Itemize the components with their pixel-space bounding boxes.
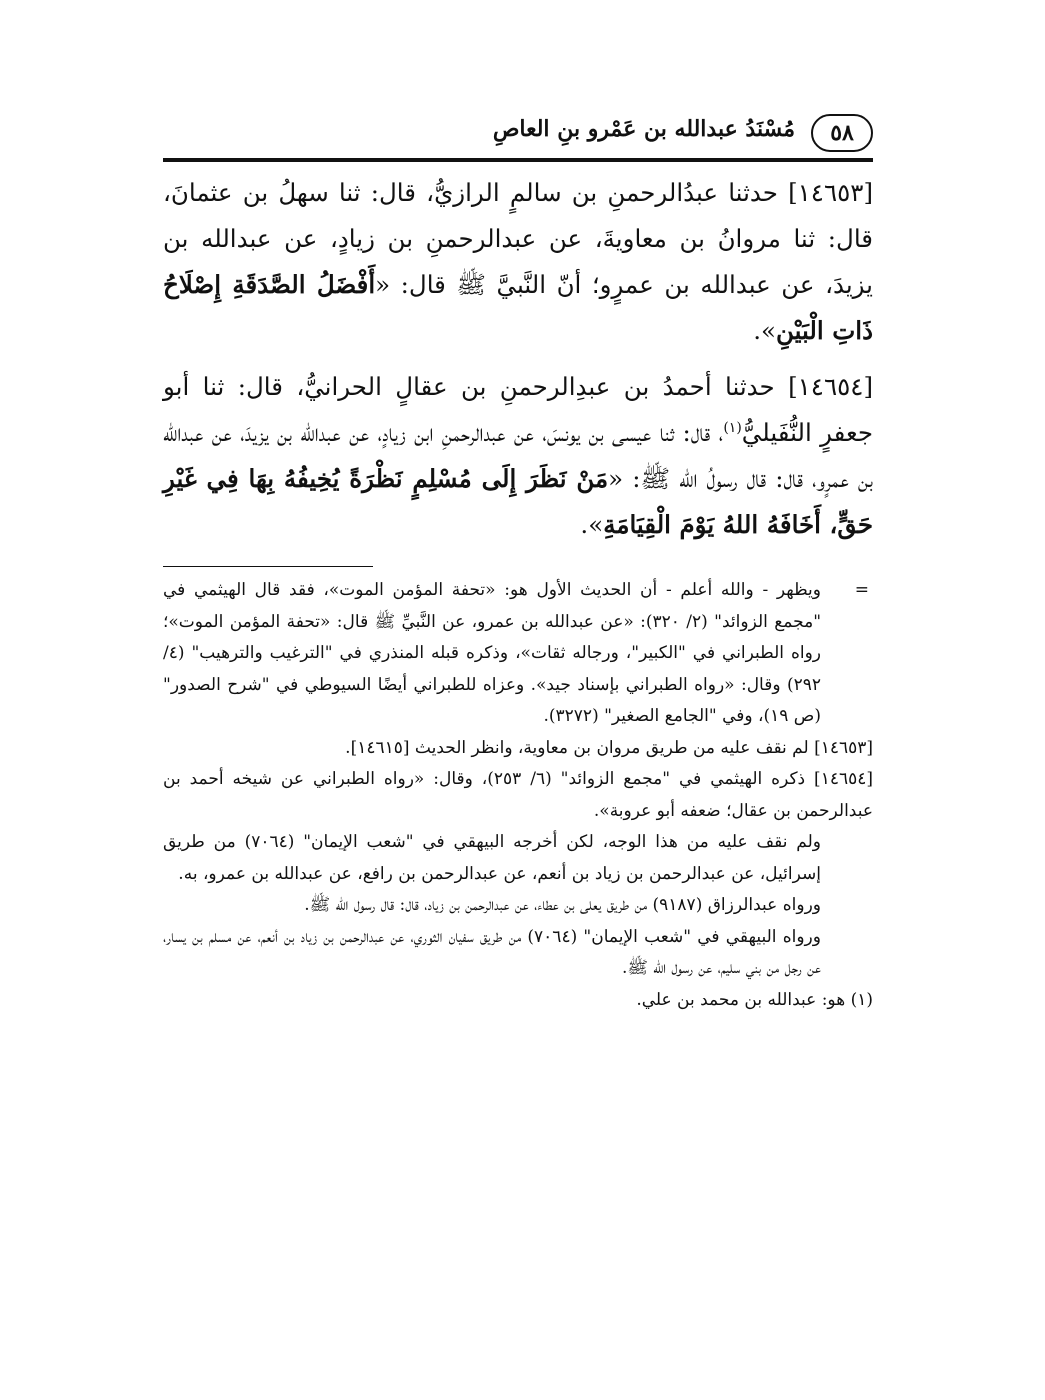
hadith-14654 [163, 364, 873, 548]
header-title: مُسْنَدُ عبدالله بن عَمْرو بنِ العاصِ [492, 116, 795, 142]
running-header [163, 108, 873, 158]
footnote-1: (١) هو: عبدالله بن محمد بن علي. [636, 989, 873, 1010]
footnote-continuation [163, 575, 873, 733]
hadith-14653 [163, 170, 873, 354]
hadith-text: [١٤٦٥٤] حدثنا أحمدُ بن عبدِالرحمنِ بن عقالٍ الحرانيُّ، قال: ثنا أبو جعفرٍ النُّفَيليُّ [163, 372, 873, 447]
hadith-text: ». [580, 510, 604, 539]
footnote-ref[interactable]: (١) [723, 419, 742, 436]
footnote-14654: [١٤٦٥٤] ذكره الهيثمي في "مجمع الزوائد" (٦/ ٢٥٣)، وقال: «رواه الطبراني عن شيخه أحمد بن عبدالرحمن بن عقال؛ ضعفه أبو عروبة». [163, 769, 873, 821]
hadith-text: [١٤٦٥٣] حدثنا عبدُالرحمنِ بن سالمٍ الرازيُّ، قال: ثنا سهلُ بن عثمانَ، قال: ثنا مروانُ بن معاويةَ، عن عبدالرحمنِ بن زيادٍ، عن عبدالله بن يزيدَ، عن عبدالله بن عمرٍو؛ أنّ النَّبيَّ ﷺ قال: « [163, 178, 873, 299]
footnote-14654-c: ورواه عبدالرزاق (٩١٨٧) من طريق يعلى بن عطاء، عن عبدالرحمن بن زياد، قال: قال رسول الله ﷺ. [304, 895, 821, 915]
footnote-14654-b: ولم نقف عليه من هذا الوجه، لكن أخرجه البيهقي في "شعب الإيمان" (٧٠٦٤) من طريق إسرائيل، عن عبدالرحمن بن زياد بن أنعم، عن عبدالرحمن بن رافع، عن عبدالله بن عمرو، به. [163, 832, 821, 884]
main-text [163, 162, 873, 548]
hadith-matn: مَنْ نَظَرَ إِلَى مُسْلِمٍ نَظْرَةً يُخِيفُهُ بِهَا فِي غَيْرِ حَقٍّ، أَخَافَهُ اللهُ يَوْمَ الْقِيَامَةِ [163, 464, 873, 539]
footnote-14653: [١٤٦٥٣] لم نقف عليه من طريق مروان بن معاوية، وانظر الحديث [١٤٦١٥]. [345, 737, 873, 758]
hadith-text: ». [753, 316, 776, 345]
footnote-14654-d: ورواه البيهقي في "شعب الإيمان" (٧٠٦٤) من طريق سفيان الثوري، عن عبدالرحمن بن زياد بن أنعم، عن مسلم بن يسار، عن رجل من بني سليم، عن رسول الله ﷺ. [163, 926, 821, 978]
footnote-separator [163, 566, 373, 567]
hadith-matn: أَفْضَلُ الصَّدَقَةِ إِصْلَاحُ ذَاتِ الْبَيْنِ [163, 270, 873, 345]
page [163, 108, 873, 1016]
page-number: ٥٨ [811, 114, 873, 152]
footnote-text: ويظهر - والله أعلم - أن الحديث الأول هو: «تحفة المؤمن الموت»، فقد قال الهيثمي في "مجمع الزوائد" (٢/ ٣٢٠): «عن عبدالله بن عمرو، عن النَّبيِّ ﷺ قال: «تحفة المؤمن الموت»؛ رواه الطبراني في "الكبير"، ورجاله ثقات»، وذكره قبله المنذري في "الترغيب والترهيب" (٤/ ٢٩٢) وقال: «رواه الطبراني بإسناد جيد». وعزاه للطبراني أيضًا السيوطي في "شرح الصدور" (ص ١٩)، وفي "الجامع الصغير" (٣٢٧٢). [163, 580, 822, 726]
hadith-text: ، قال: ثنا عيسى بن يونسَ، عن عبدالرحمنِ ابن زيادٍ، عن عبدالله بن يزيدَ، عن عبدالله بن عمرٍو، قال: قال رسولُ الله ﷺ: « [163, 418, 873, 493]
continuation-marker: = [854, 580, 869, 600]
footnotes [163, 575, 873, 1016]
